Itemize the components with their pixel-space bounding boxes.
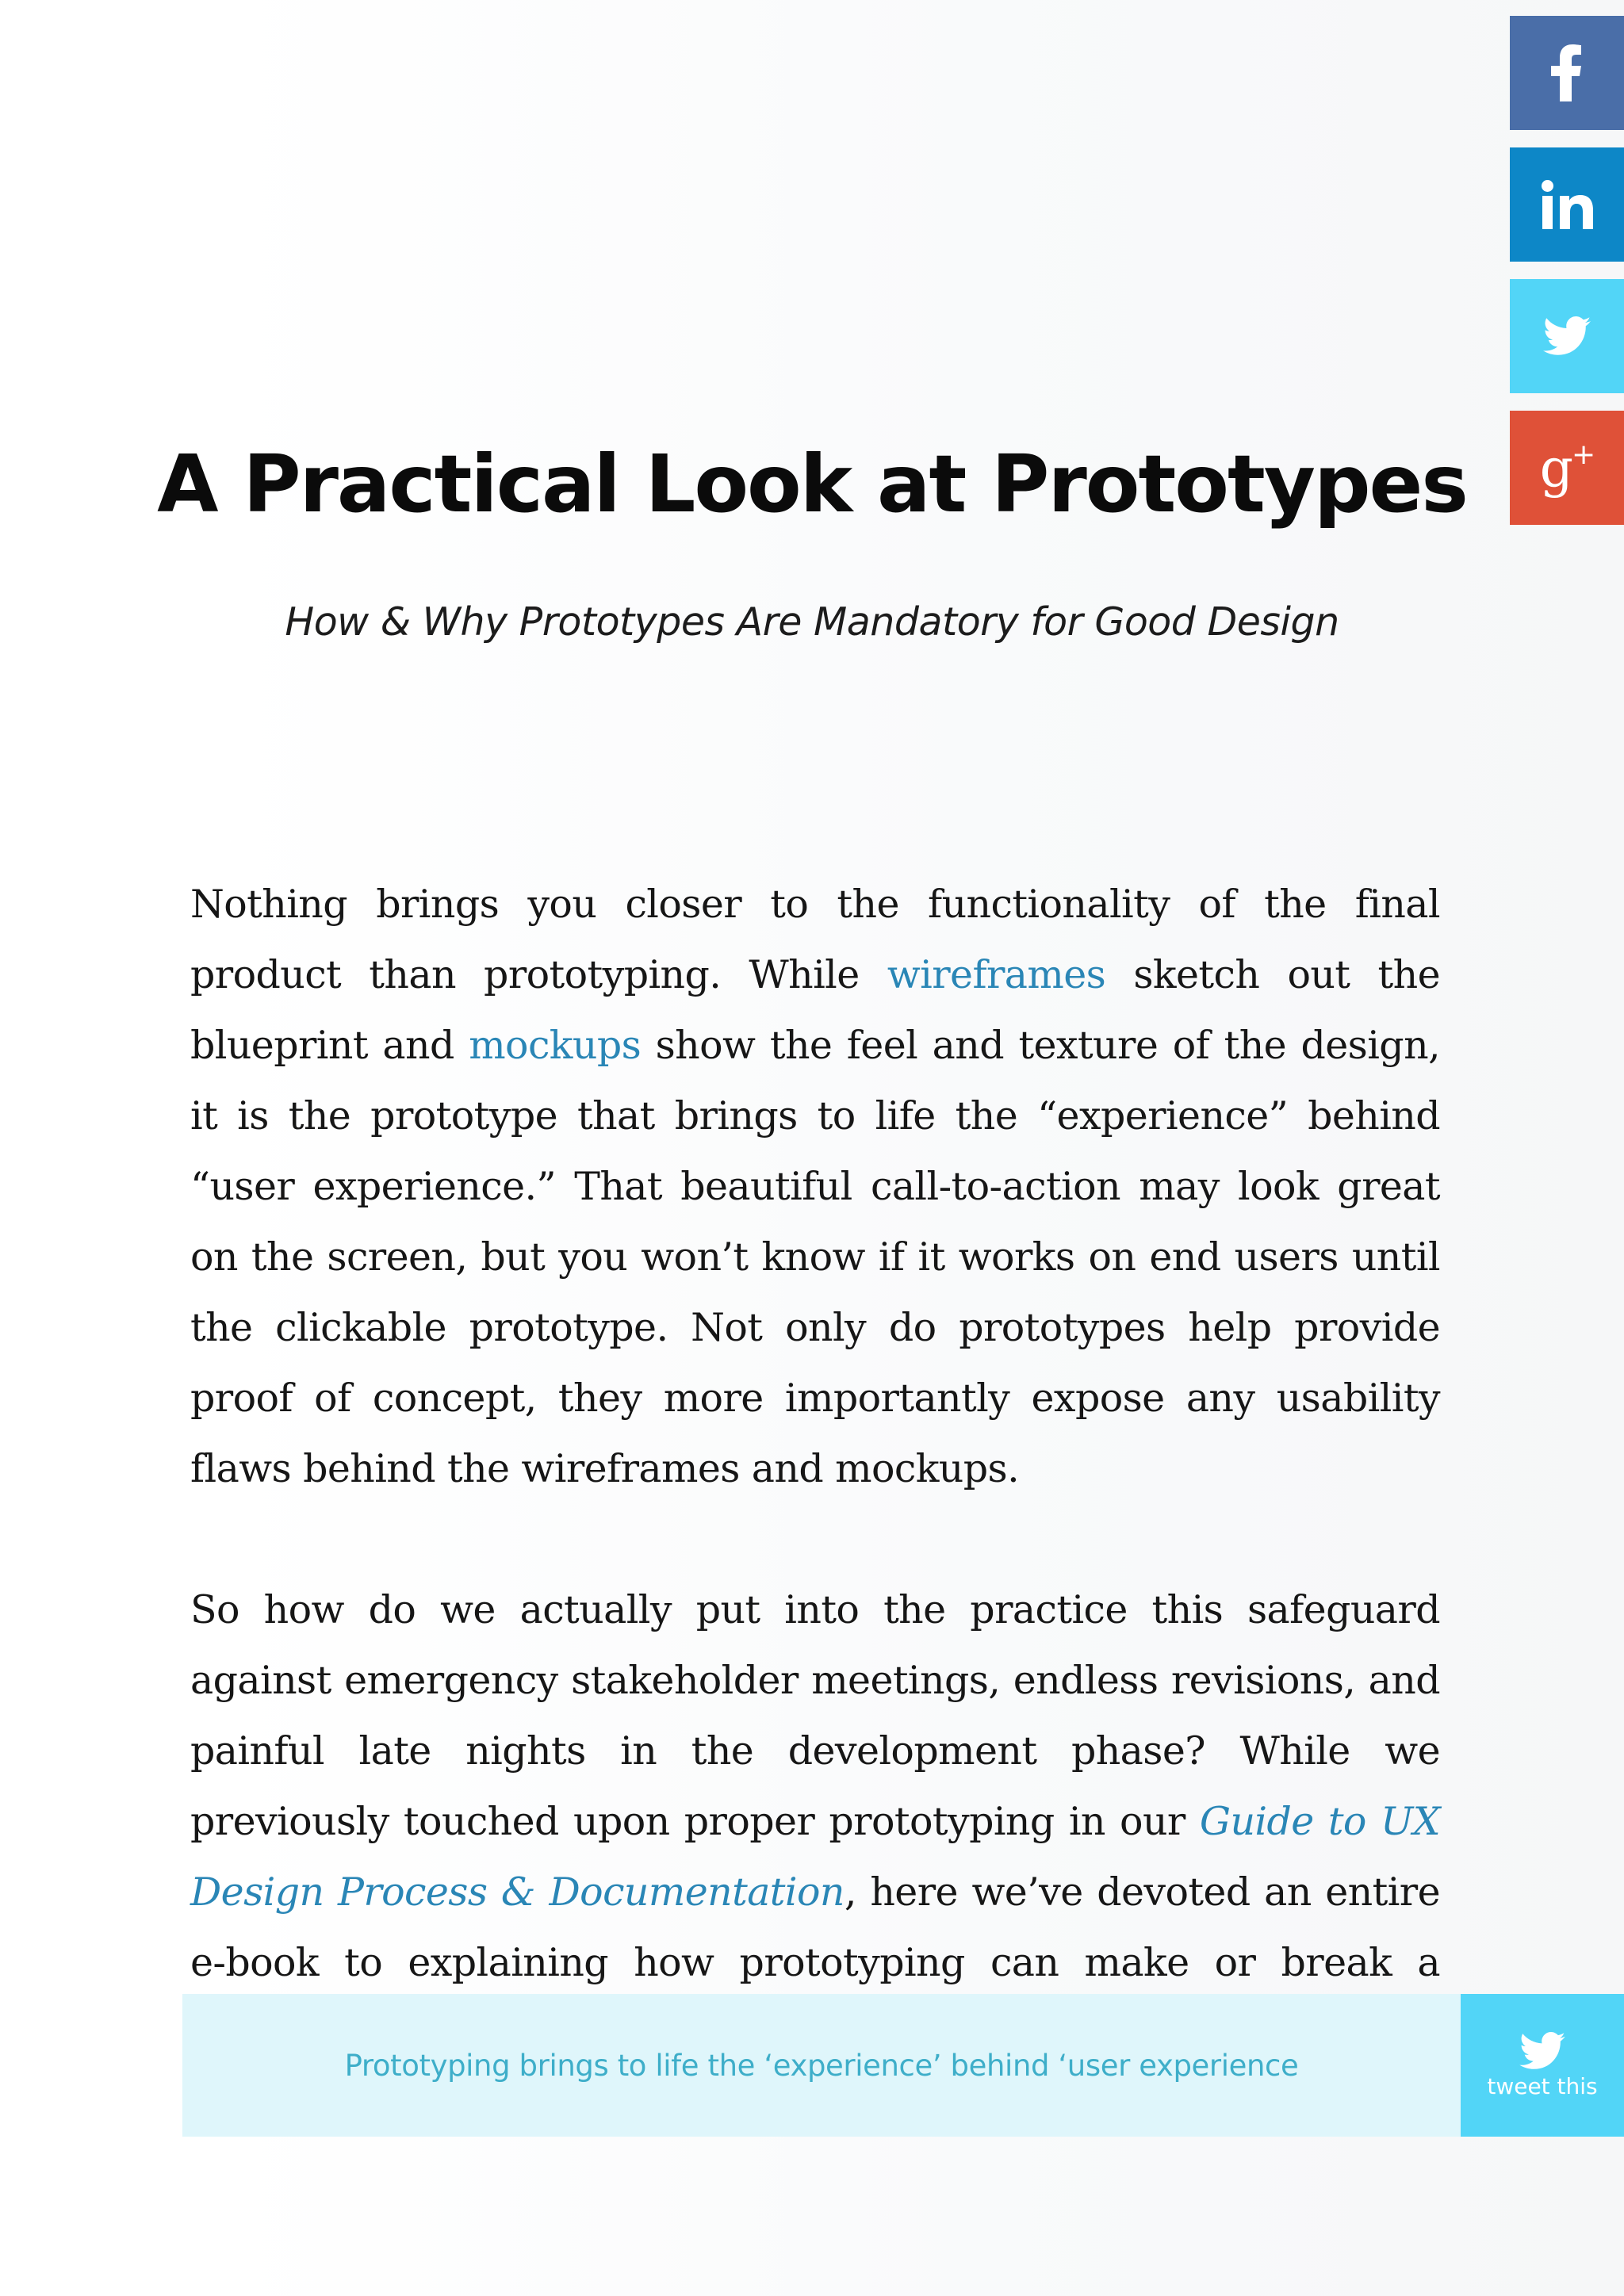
page-title: A Practical Look at Prototypes <box>157 438 1467 530</box>
paragraph-text: So how do we actually put into the practice this safeguard against emergency stakeholder meetings, endless revisions, and painful late nights in the development phase? While we previously touched upon proper prototyping in our <box>190 1587 1440 1844</box>
facebook-share-button[interactable] <box>1510 16 1624 130</box>
twitter-share-button[interactable] <box>1510 279 1624 393</box>
paragraph-text: sketch out the blueprint and <box>190 952 1440 1068</box>
google-plus-icon: g+ <box>1539 438 1595 499</box>
ux-design-guide-link[interactable]: Guide to UX Design Process & Documentation <box>190 1799 1441 1915</box>
paragraph-text: show the feel and texture of the design, it is the prototype that brings to life the “experience” behind “user experience.” That beautiful call-to-action may look great on the screen, but you won’t know if it works on end users until the clickable prototype. Not only do prototypes help provide proof of concept, they more importantly expose any usability flaws behind the wireframes and mockups. <box>190 1023 1440 1491</box>
facebook-icon <box>1551 44 1583 101</box>
linkedin-share-button[interactable] <box>1510 147 1624 262</box>
paragraph-text: Nothing brings you closer to the functionality of the final product than prototyping. While <box>190 882 1440 997</box>
wireframes-link[interactable]: wireframes <box>887 952 1106 997</box>
twitter-icon <box>1543 316 1591 356</box>
article-body <box>190 869 1440 2139</box>
twitter-icon <box>1519 2032 1565 2070</box>
mockups-link[interactable]: mockups <box>469 1023 642 1068</box>
tweet-quote-text[interactable]: Prototyping brings to life the ‘experience’ behind ‘user experience <box>182 1994 1461 2137</box>
linkedin-icon <box>1541 180 1593 229</box>
tweet-quote-box <box>182 1994 1624 2137</box>
paragraph-intro <box>190 869 1440 1504</box>
page-subtitle: How & Why Prototypes Are Mandatory for Good Design <box>285 599 1339 645</box>
paragraph-text: , here we’ve devoted an entire e-book to explaining how prototyping can make or break a <box>190 1869 1440 1985</box>
tweet-this-button[interactable] <box>1461 1994 1624 2137</box>
tweet-this-label: tweet this <box>1487 2072 1598 2099</box>
